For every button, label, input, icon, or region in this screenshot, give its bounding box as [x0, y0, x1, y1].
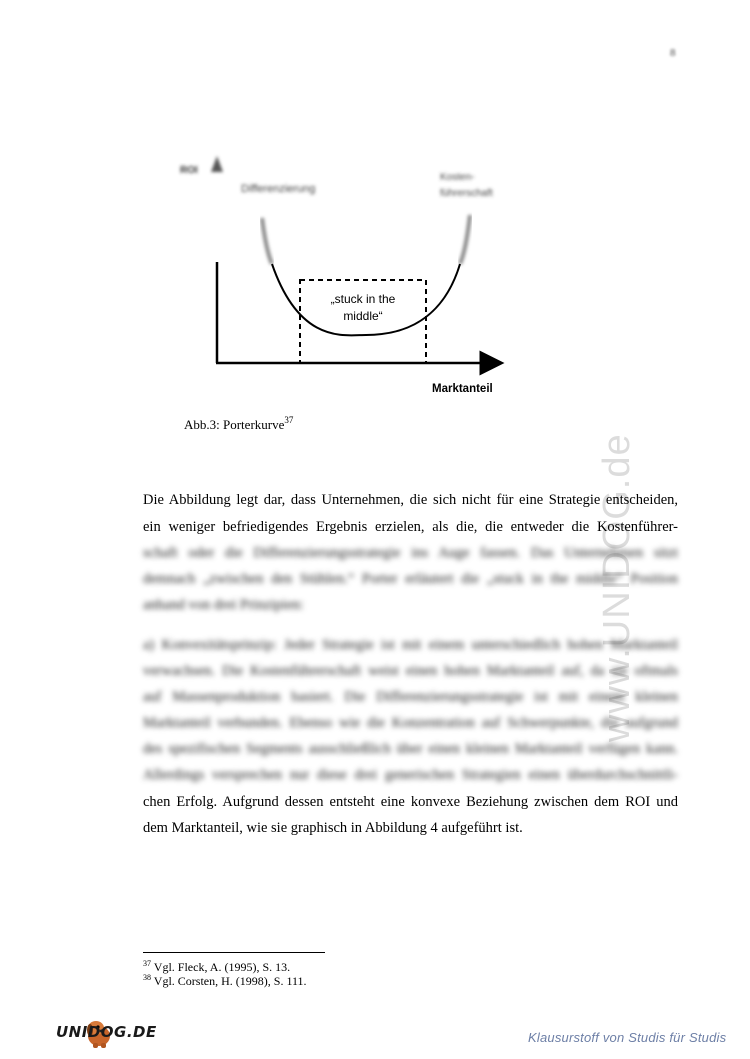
body-line: schaft oder die Differenzierungsstrategie ins Auge fassen. Das Unternehmen sitzt — [143, 545, 678, 561]
footnote — [143, 973, 307, 989]
figure-caption-footnote-ref: 37 — [284, 415, 294, 425]
y-axis — [211, 156, 223, 363]
left-curve-label: Differenzierung — [241, 183, 316, 195]
box-label-line1: „stuck in the — [330, 292, 396, 306]
porter-curve-figure — [0, 0, 750, 420]
right-curve-label-line2: führerschaft — [440, 188, 493, 199]
body-line: Marktanteil verbunden. Ebenso wie die Konzentration auf Schwerpunkte, die aufgrund — [143, 715, 678, 731]
y-axis-label: ROI — [180, 165, 198, 176]
body-line: auf Massenproduktion basiert. Die Differenzierungsstrategie ist mit einem kleinen — [143, 689, 678, 705]
footer-tagline: Klausurstoff von Studis für Studis — [528, 1030, 727, 1045]
footnote-text: Vgl. Fleck, A. (1995), S. 13. — [151, 960, 291, 974]
figure-caption-text: Abb.3: Porterkurve — [184, 417, 285, 432]
body-line: verwachsen. Die Kostenführerschaft weist einen hohen Marktanteil auf, da sie oftmals — [143, 663, 678, 679]
body-line: chen Erfolg. Aufgrund dessen entsteht eine konvexe Beziehung zwischen dem ROI und — [143, 794, 678, 810]
footnote-number: 37 — [143, 959, 151, 968]
footnote-text: Vgl. Corsten, H. (1998), S. 111. — [151, 974, 307, 988]
footnote-number: 38 — [143, 973, 151, 982]
x-axis-label: Marktanteil — [432, 383, 493, 395]
body-line: ein weniger befriedigendes Ergebnis erzielen, als die, die entweder die Kostenführer- — [143, 519, 678, 535]
body-line: a) Konvexitätsprinzip: Jeder Strategie ist mit einem unterschiedlich hohen Marktanteil — [143, 637, 678, 653]
figure-caption — [184, 415, 293, 433]
page-number: 8 — [670, 47, 676, 59]
body-line: anhand von drei Prinzipien: — [143, 597, 304, 613]
logo-text[interactable]: UNIDOG.DE — [56, 1023, 157, 1041]
body-line: des spezifischen Segments ausschließlich über einen kleinen Marktanteil verfügen kann. — [143, 741, 678, 757]
body-line: Allerdings versprechen nur diese drei generischen Strategien einen überdurchschnittli- — [143, 767, 678, 783]
right-curve-label-line1: Kosten- — [440, 172, 475, 183]
body-line: demnach „zwischen den Stühlen.“ Porter erläutert die „stuck in the middle“ Position — [143, 571, 678, 587]
body-line: dem Marktanteil, wie sie graphisch in Abbildung 4 aufgeführt ist. — [143, 820, 523, 836]
footnote-divider — [143, 952, 325, 953]
box-label-line2: middle“ — [343, 309, 383, 323]
body-line: Die Abbildung legt dar, dass Unternehmen, die sich nicht für eine Strategie entscheiden, — [143, 492, 678, 508]
watermark: www.UNIDOG.de — [596, 433, 638, 742]
